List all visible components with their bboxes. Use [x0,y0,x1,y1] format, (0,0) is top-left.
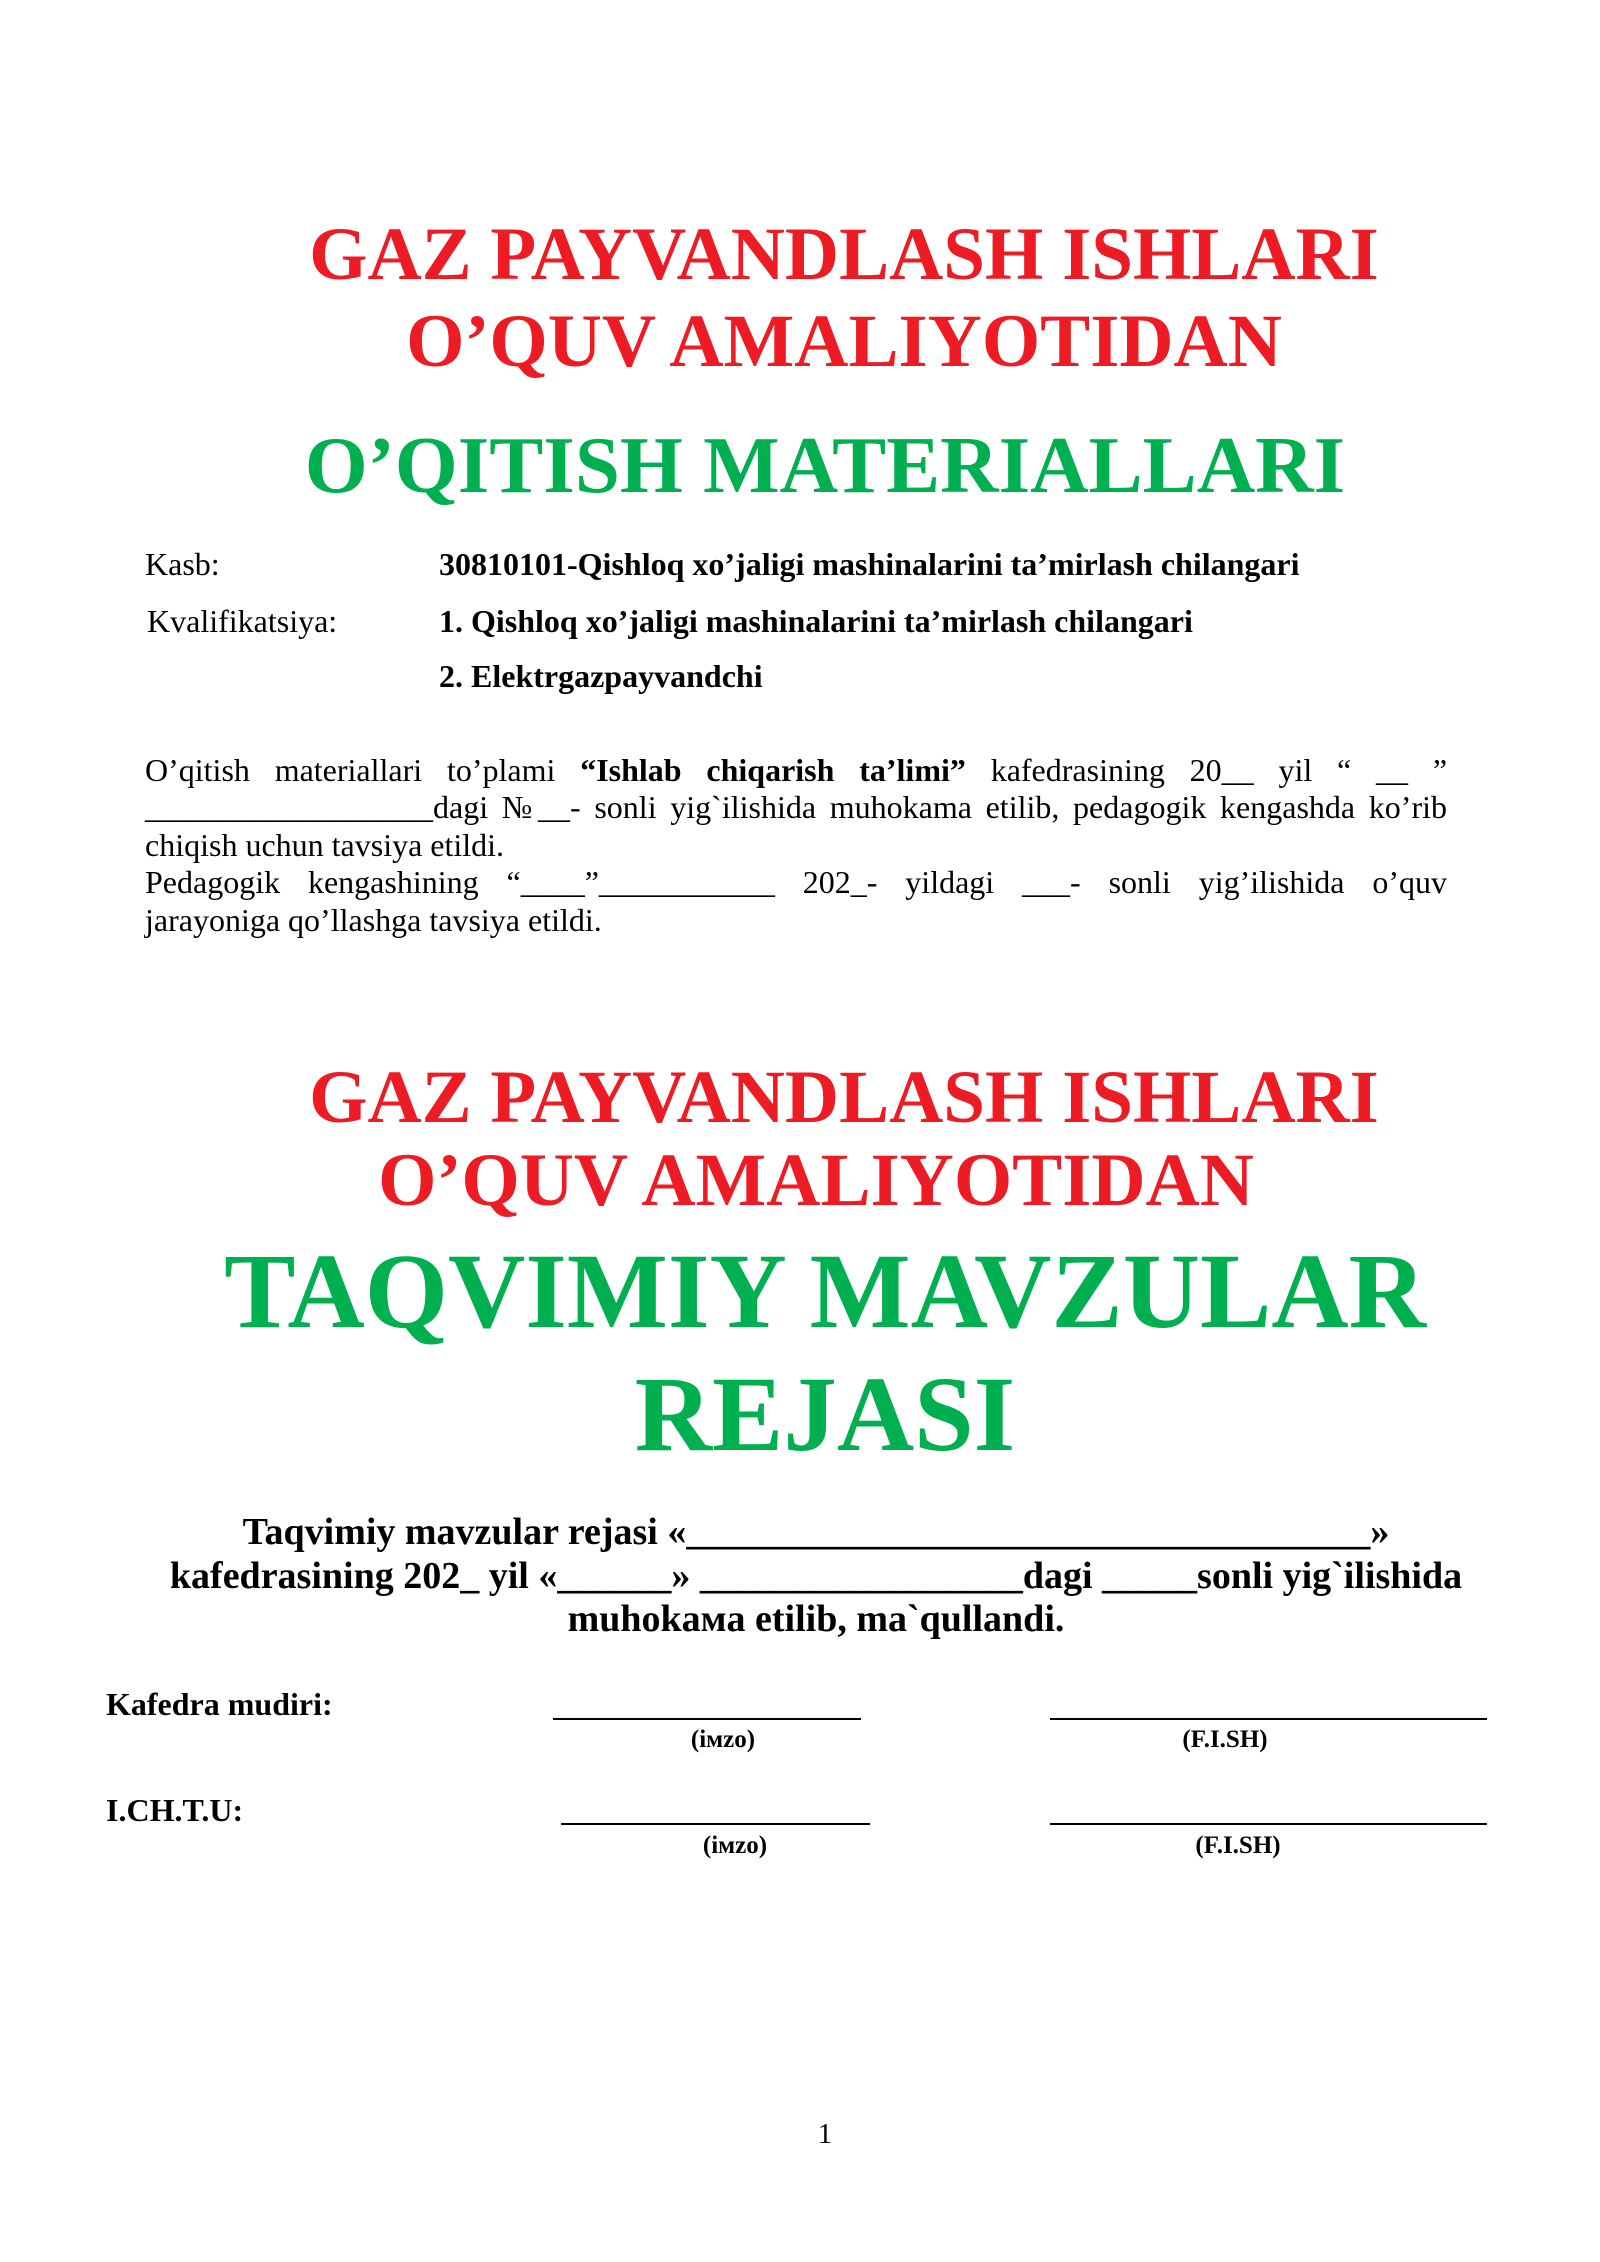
qualification-item-2: 2. Elektrgazpayvandchi [439,658,763,694]
approval-line-1 [145,752,1447,789]
calendar-plan-title: TAQVIMIY MAVZULAR [224,1233,1426,1351]
plan-title-line-1: GAZ PAYVANDLASH ISHLARI [309,1056,1379,1139]
page-number: 1 [817,2118,833,2150]
approval-line-4: Pedagogik kengashining “____”___________ 202_- yildagi ___- sonli yig’ilishida o’quv [145,864,1447,900]
plan-approval-line-3: muhokaмa etilib, ma`qullandi. [567,1598,1065,1640]
kasb-label: Kasb: [145,546,220,582]
role-label: Kafedra mudiri: [106,1686,333,1722]
full-name-caption: (F.I.SH) [1195,1832,1281,1859]
materials-subtitle: O’QITISH MATERIALLARI [304,420,1346,510]
title-line-1: GAZ PAYVANDLASH ISHLARI [309,213,1379,296]
approval-text-before: O’qitish materiallari to’plami [145,752,556,788]
calendar-plan-title-rejasi: REJASI [634,1356,1016,1474]
title-line-2: O’QUV AMALIYOTIDAN [406,300,1282,383]
signature-line [561,1823,870,1825]
plan-approval-line-1: Taqvimiy mavzular rejasi «____________________________________» [242,1511,1390,1553]
plan-title-line-2: O’QUV AMALIYOTIDAN [378,1139,1254,1222]
full-name-caption: (F.I.SH) [1182,1726,1268,1753]
approval-text-after: kafedrasining 20__ yil “ __ ” [990,752,1448,788]
kasb-value: 30810101-Qishloq xo’jaligi mashinalarini ta’mirlash chilangari [439,546,1300,582]
qualification-item-1: 1. Qishloq xo’jaligi mashinalarini ta’mirlash chilangari [439,603,1193,639]
plan-approval-line-2: kafedrasining 202_ yil «______» _________________dagi _____sonli yig`ilishida [169,1555,1463,1597]
signature-caption: (iмzo) [690,1726,756,1753]
approval-line-5: jarayoniga qo’llashga tavsiya etildi. [145,902,602,938]
approval-line-3: chiqish uchun tavsiya etildi. [145,827,505,863]
full-name-line [1050,1823,1487,1825]
approval-line-2: __________________dagi №__- sonli yig`ilishida muhokama etilib, pedagogik kengashda ko’rib [145,789,1447,825]
full-name-line [1050,1718,1487,1720]
signature-line [553,1718,861,1720]
qualification-label: Kvalifikatsiya: [147,603,338,639]
role-label: I.CH.T.U: [106,1792,244,1828]
signature-caption: (iмzo) [702,1832,768,1859]
department-name: “Ishlab chiqarish ta’limi” [580,752,966,788]
